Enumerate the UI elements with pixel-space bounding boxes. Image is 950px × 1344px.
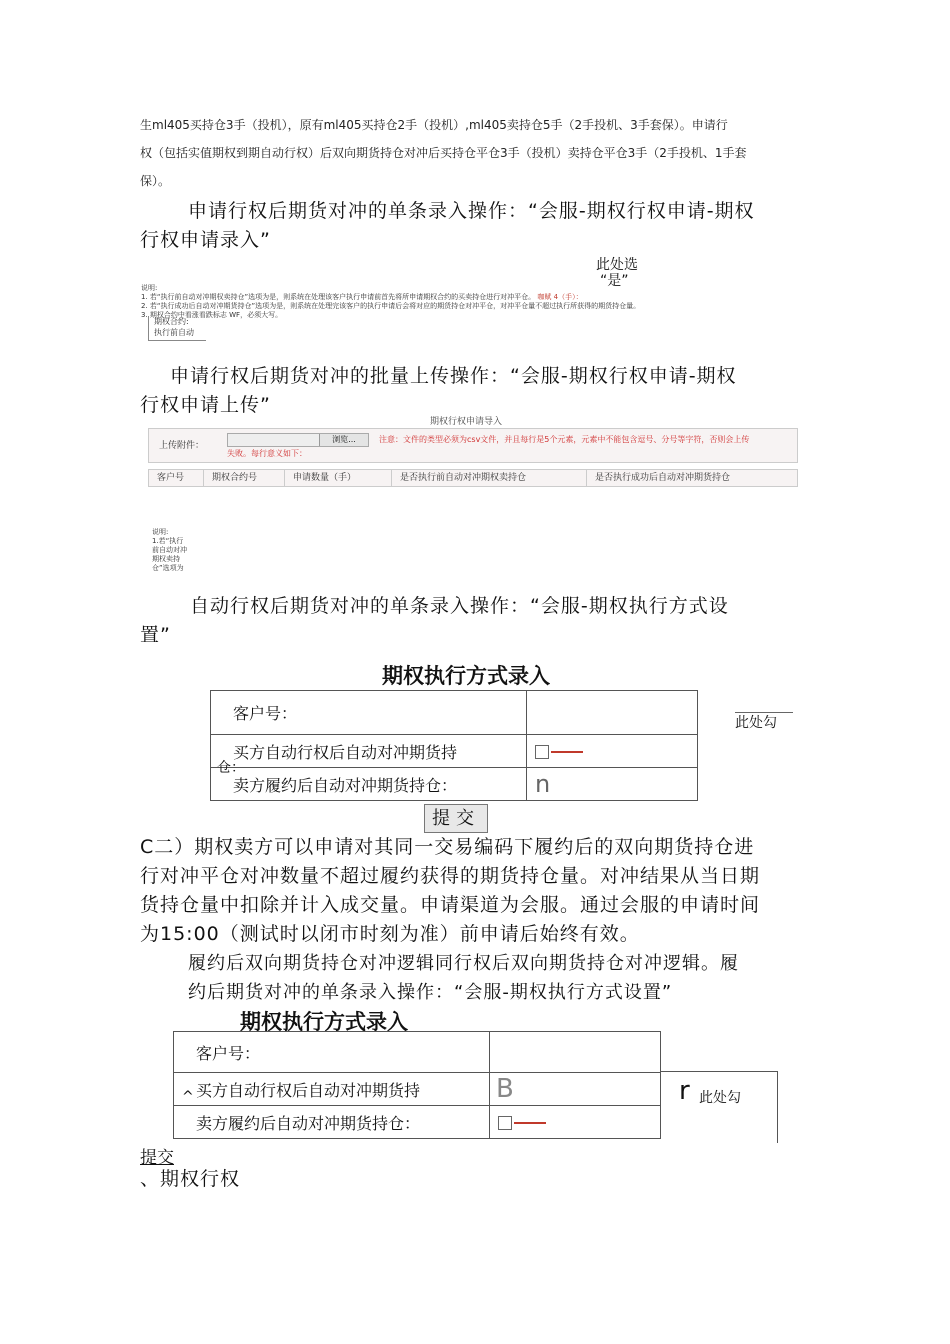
section-heading-batch-upload — [140, 362, 820, 420]
form1-row-buyer — [211, 735, 527, 776]
form2-table — [173, 1031, 661, 1139]
buyer-checkbox-cell[interactable] — [527, 735, 698, 768]
customer-label: 客户号： — [196, 1043, 261, 1063]
heading2-line-2: 行权申请上传” — [140, 394, 271, 416]
heading3-line-2: 置” — [140, 624, 171, 646]
buyer-label: 买方自动行权后自动对冲期货持 — [196, 1080, 421, 1100]
upload-cut-title: 期权行权申请导入 — [430, 417, 503, 427]
seller-label: 卖方履约后自动对冲期货持仓： — [233, 775, 458, 795]
upload-file-input[interactable] — [227, 433, 369, 447]
para2-line-5: 履约后双向期货持仓对冲逻辑同行权后双向期货持仓对冲逻辑。履 — [188, 953, 739, 974]
buyer-checkbox-cell[interactable] — [490, 1073, 661, 1106]
cut-label-1: 期权合约: — [154, 317, 189, 326]
caret-mark: ^ — [182, 1089, 194, 1105]
upload-note-line: 说明: — [152, 528, 169, 536]
form2-side-box — [661, 1071, 778, 1143]
form1-row-customer — [211, 691, 527, 735]
form2-row-customer — [174, 1032, 490, 1073]
red-dash-mark — [551, 751, 583, 753]
hint-line-2: “是” — [600, 273, 629, 289]
para2-line-2: 行对冲平仓对冲数量不超过履约获得的期货持仓量。对冲结果从当日期 — [140, 865, 761, 887]
intro-line-2: 权（包括实值期权到期自动行权）后双向期货持仓对冲后买持仓平仓3手（投机）卖持仓平仓3手（2手投机、1手套 — [140, 146, 747, 160]
form2-title: 期权执行方式录入 — [240, 1010, 408, 1034]
section-heading-exercise: 、期权行权 — [140, 1168, 241, 1190]
note-item-2: 2. 若“执行成功后自动对冲期货持仓”选项为是，则系统在处理完该客户的执行申请后会将对应的期货持仓对冲平仓，对冲平仓量不超过执行所获得的期货持仓量。 — [141, 302, 641, 310]
heading1-line-1: 申请行权后期货对冲的单条录入操作：“会服-期权行权申请-期权 — [188, 200, 755, 222]
form1-table — [210, 690, 698, 801]
intro-line-3: 保）。 — [140, 174, 171, 188]
para2-line-3: 货持仓量中扣除并计入成交量。申请渠道为会服。通过会服的申请时间 — [140, 894, 761, 916]
upload-note-line: 1.若“执行 — [152, 537, 184, 545]
upload-note-cut — [152, 528, 202, 572]
upload-columns-header — [148, 469, 798, 487]
heading1-line-2: 行权申请录入” — [140, 229, 271, 251]
section-heading-single-entry — [140, 197, 820, 255]
column-header: 是否执行前自动对冲期权卖持仓 — [392, 470, 587, 486]
form2-submit-link[interactable]: 提交 — [140, 1148, 174, 1168]
upload-note-line: 期权卖持 — [152, 555, 180, 563]
upload-notice-2: 失败。每行意义如下： — [227, 449, 307, 458]
side-glyph: r — [679, 1076, 690, 1106]
heading2-line-1: 申请行权后期货对冲的批量上传操作：“会服-期权行权申请-期权 — [170, 365, 737, 387]
hint-line-1: 此处选 — [596, 257, 638, 273]
column-header: 申请数量（手） — [285, 470, 392, 486]
browse-button[interactable]: 浏览... — [319, 434, 368, 446]
para2-line-6: 约后期货对冲的单条录入操作：“会服-期权执行方式设置” — [188, 982, 673, 1003]
column-header: 是否执行成功后自动对冲期货持仓 — [595, 473, 731, 483]
form2-side-note: 此处勾 — [699, 1090, 741, 1106]
customer-label: 客户号： — [233, 704, 298, 723]
form1-submit-button[interactable]: 提交 — [424, 804, 488, 833]
seller-checkbox-cell[interactable] — [527, 768, 698, 801]
note-block-1 — [141, 284, 811, 320]
buyer-value: B — [496, 1074, 514, 1104]
upload-label: 上传附件： — [159, 441, 205, 451]
para2-line-4: 为15:00（测试时以闭市时刻为准）前申请后始终有效。 — [140, 923, 640, 945]
seller-label: 卖方履约后自动对冲期货持仓： — [196, 1113, 421, 1133]
seller-value: n — [535, 770, 551, 798]
red-dash-mark — [514, 1122, 546, 1124]
customer-input[interactable] — [490, 1032, 661, 1073]
upload-note-line: 前自动对冲 — [152, 546, 187, 554]
note-label: 说明: — [141, 284, 158, 292]
column-header: 客户号 — [149, 470, 204, 486]
buyer-checkbox[interactable] — [535, 745, 549, 759]
note-item-1-red: 咖赋 4（手）： — [537, 293, 583, 301]
paragraph-seller-hedge — [140, 833, 820, 1007]
form1-side-note: 此处勾 — [735, 712, 793, 725]
customer-input[interactable] — [527, 691, 698, 735]
heading3-line-1: 自动行权后期货对冲的单条录入操作：“会服-期权执行方式设 — [190, 595, 729, 617]
buyer-label: 买方自动行权后自动对冲期货持 — [233, 742, 458, 762]
form1-title: 期权执行方式录入 — [382, 664, 550, 688]
upload-note-line: 仓”选项为 — [152, 564, 184, 572]
seller-checkbox[interactable] — [498, 1116, 512, 1130]
note-item-3: 3. 期权合约中看涨看跌标志 WF，必须大写。 — [141, 311, 283, 319]
cut-label-2: 执行前自动 — [154, 328, 194, 337]
upload-notice: 注意：文件的类型必须为csv文件，并且每行是5个元素，元素中不能包含逗号、分号等字符，否则会上传 — [379, 435, 750, 444]
note-item-1: 1. 若“执行前自动对冲期权卖持仓”选项为是，则系统在处理该客户执行申请前首先将所申请期权合约的买卖持仓进行对冲平仓。 — [141, 293, 536, 301]
paragraph-intro — [140, 111, 820, 195]
intro-line-1: 生ml405买持仓3手（投机），原有ml405买持仓2手（投机）,ml405卖持仓5手（2手投机、3手套保）。申请行 — [140, 118, 728, 132]
upload-row — [148, 428, 798, 463]
para2-line-1: C二）期权卖方可以申请对其同一交易编码下履约后的双向期货持仓进 — [140, 836, 755, 858]
column-header: 期权合约号 — [204, 470, 285, 486]
form1-row-seller — [211, 768, 527, 801]
buyer-label-cut: 仓： — [217, 760, 245, 776]
form2-row-seller — [174, 1106, 490, 1139]
section-heading-auto-exercise — [140, 592, 820, 650]
form2-row-buyer — [174, 1073, 490, 1106]
cut-form-fragment — [148, 316, 206, 341]
seller-checkbox-cell[interactable] — [490, 1106, 661, 1139]
